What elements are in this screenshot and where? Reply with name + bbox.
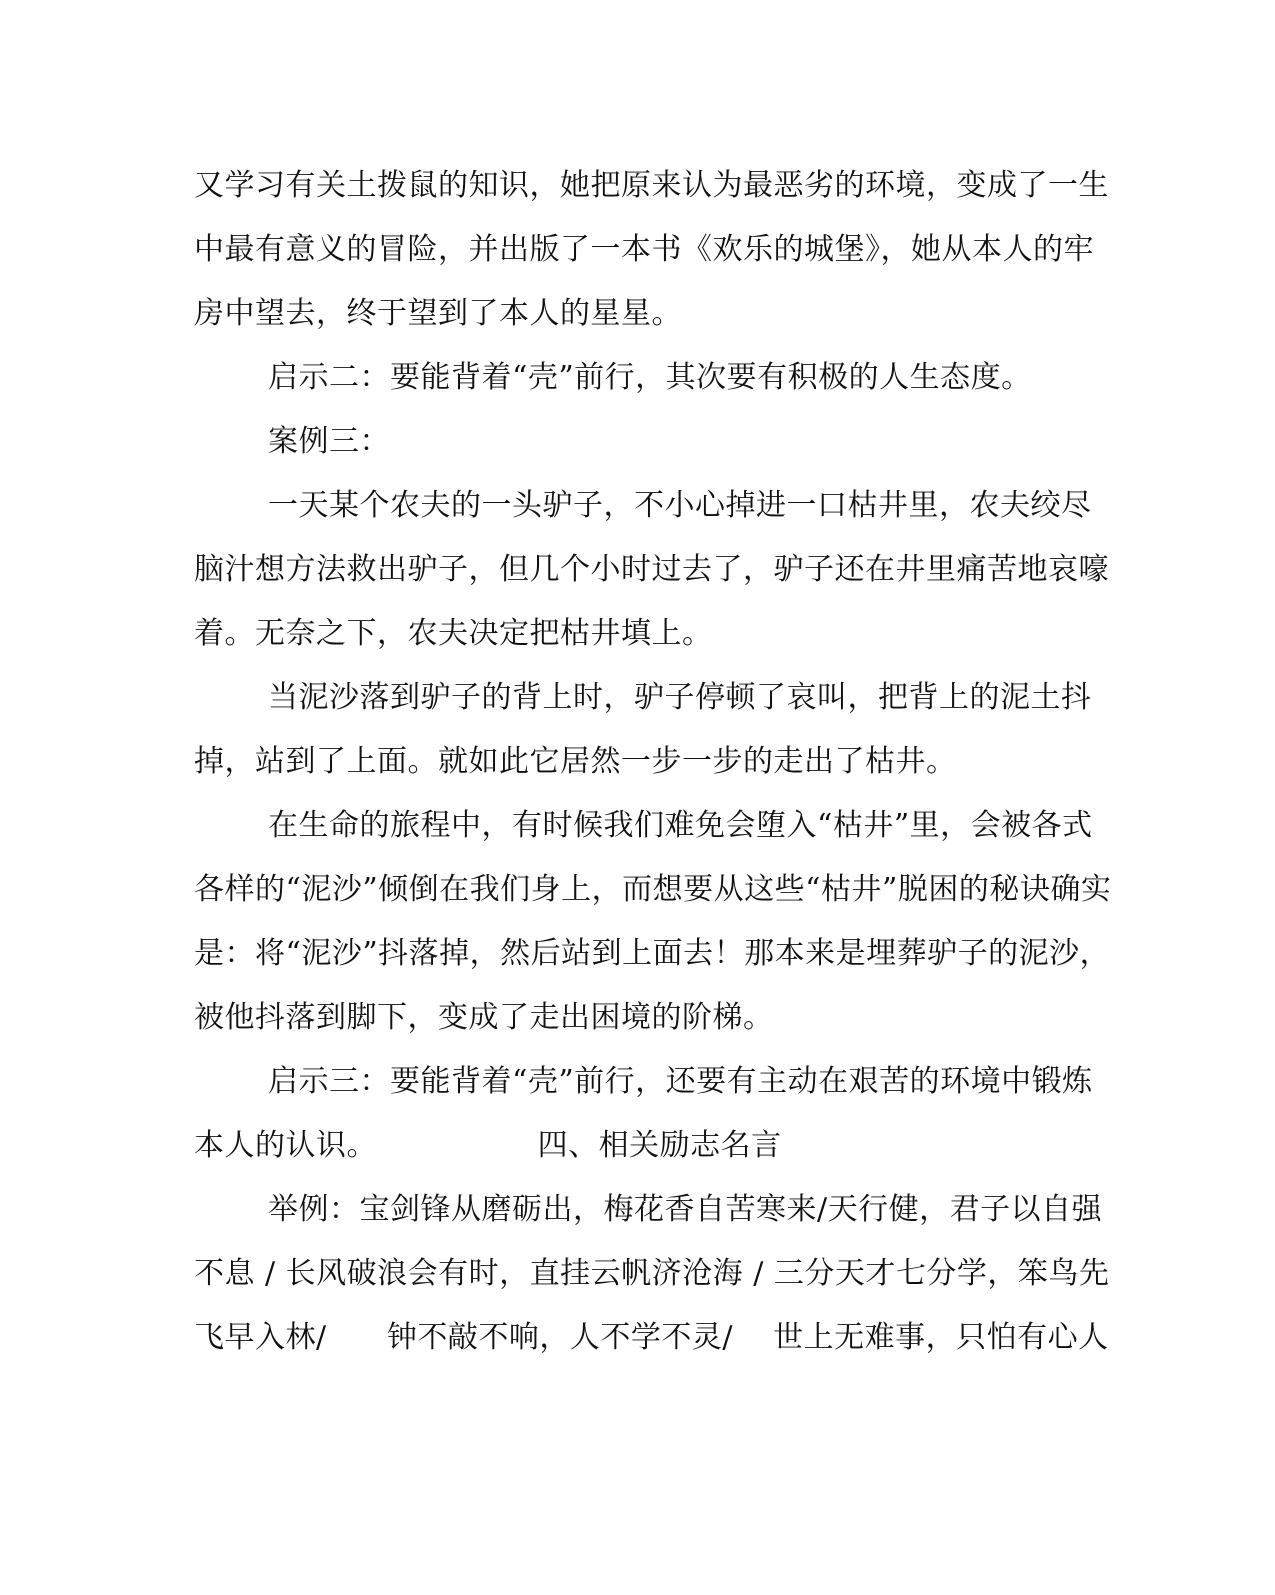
text-line-9: 当泥沙落到驴子的背上时，驴子停顿了哀叫，把背上的泥土抖: [268, 680, 1092, 715]
insight-two-heading: 启示二：要能背着“壳”前行，其次要有积极的人生态度。: [268, 360, 1032, 395]
case-three-heading: 案例三：: [268, 424, 390, 459]
insight-three-heading: 启示三：要能背着“壳”前行，还要有主动在艰苦的环境中锻炼: [268, 1064, 1093, 1099]
text-line-7: 脑汁想方法救出驴子，但几个小时过去了，驴子还在井里痛苦地哀嚎: [194, 552, 1109, 587]
text-line-10: 掉，站到了上面。就如此它居然一步一步的走出了枯井。: [194, 744, 957, 779]
text-line-3: 房中望去，终于望到了本人的星星。: [194, 296, 682, 331]
section-four-heading-line: 本人的认识。 四、相关励志名言: [194, 1128, 782, 1163]
text-line-11: 在生命的旅程中，有时候我们难免会堕入“枯井”里，会被各式: [268, 808, 1093, 843]
text-line-8: 着。无奈之下，农夫决定把枯井填上。: [194, 616, 713, 651]
text-line-1: 又学习有关土拨鼠的知识，她把原来认为最恶劣的环境，变成了一生: [194, 168, 1109, 203]
quotes-line-1: 举例：宝剑锋从磨砺出，梅花香自苦寒来/天行健，君子以自强: [268, 1192, 1103, 1227]
text-line-6: 一天某个农夫的一头驴子，不小心掉进一口枯井里，农夫绞尽: [268, 488, 1092, 523]
text-line-2: 中最有意义的冒险，并出版了一本书《欢乐的城堡》，她从本人的牢: [194, 232, 1094, 267]
quotes-line-2: 不息 / 长风破浪会有时，直挂云帆济沧海 / 三分天才七分学，笨鸟先: [194, 1256, 1110, 1291]
text-line-14: 被他抖落到脚下，变成了走出困境的阶梯。: [194, 1000, 774, 1035]
quotes-line-3: 飞早入林/ 钟不敲不响，人不学不灵/ 世上无难事，只怕有心人: [194, 1320, 1109, 1355]
text-line-12: 各样的“泥沙”倾倒在我们身上，而想要从这些“枯井”脱困的秘诀确实: [194, 872, 1112, 907]
text-line-13: 是：将“泥沙”抖落掉，然后站到上面去！那本来是埋葬驴子的泥沙，: [194, 936, 1111, 971]
